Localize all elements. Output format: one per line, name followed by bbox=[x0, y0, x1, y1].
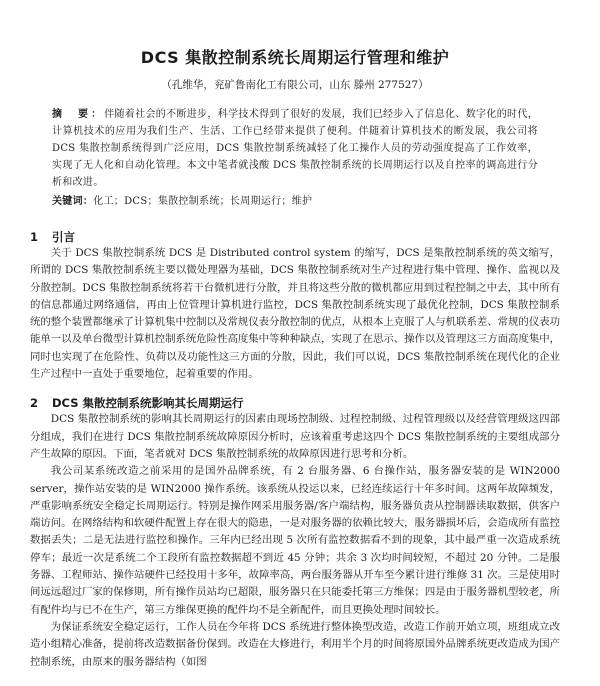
keywords-text: 化工；DCS；集散控制系统；长周期运行；维护 bbox=[93, 196, 313, 207]
abstract-text: 伴随着社会的不断进步，科学技术得到了很好的发展，我们已经步入了信息化、数字化的时代，计算机技术的应用为我们生产、生活、工作已经带来提供了便利。伴随着计算机技术的断发展，我公司将 DCS 集散控制系统得到广泛应用，DCS 集散控制系统减轻了化工操作人员的劳动强度提高了工作效率，实现了无人化和自动化管理。本文中笔者就浅酸 DCS 集散控制系统的长周期运行以及自控率的调高进行分析和改进。 bbox=[52, 109, 538, 188]
section-title: 引言 bbox=[52, 230, 75, 244]
section-long-cycle-factors bbox=[30, 395, 560, 670]
abstract bbox=[52, 106, 538, 191]
body-paragraph: 关于 DCS 集散控制系统 DCS 是 Distributed control system 的缩写，DCS 是集散控制系统的英文缩写，所谓的 DCS 集散控制系统主要以微处理器为基础，DCS 集散控制系统对生产过程进行集中管理、操作、监视以及分散控制。DCS 集散控制系统将若干台微机进行分散，并且将这些分散的微机都应用到过程控制之中去，其中所有的信息都通过网络通信，再由上位管理计算机进行监控，DCS 集散控制系统实现了最优化控制，DCS 集散控制系统的整个装置都继承了计算机集中控制以及常规仪表分散控制的优点，从根本上克服了人与机联系差、常规的仪表功能单一以及单台微型计算机控制系统危险性高度集中等种种缺点，实现了在思示、操作以及管理这三方面高度集中，同时也实现了在危险性、负荷以及功能性这三方面的分散，因此，我们可以说，DCS 集散控制系统在现代化的企业生产过程中一直处于重要地位，起着重要的作用。 bbox=[30, 247, 560, 381]
body-paragraph: 为保证系统安全稳定运行，工作人员在今年将 DCS 系统进行整体换型改造，改造工作前开始立项，班组成立改造小组精心准备，提前将改造数据备份保到。改造在大修进行，利用半个月的时间将原国外品牌系统更改造成为国产控制系统，由原来的服务器结构（如图 bbox=[30, 620, 560, 668]
section-heading bbox=[30, 395, 560, 411]
section-number: 2 bbox=[30, 396, 39, 411]
section-number: 1 bbox=[30, 230, 39, 244]
paper-title: DCS 集散控制系统长周期运行管理和维护 bbox=[140, 48, 450, 67]
section-heading bbox=[30, 229, 560, 245]
keywords bbox=[52, 192, 538, 207]
section-title: DCS 集散控制系统影响其长周期运行 bbox=[52, 396, 244, 411]
abstract-label: 摘 要： bbox=[52, 109, 105, 120]
body-paragraph: 我公司某系统改造之前采用的是国外品牌系统，有 2 台服务器、6 台操作站，服务器安装的是 WIN2000 server，操作站安装的是 WIN2000 操作系统。该系统从投运以来，已经连续运行十年多时间。这两年故障频发，严重影响系统安全稳定长周期运行。特别是操作网采用服务器/客户端结构，服务器负责从控制器读取数据，供客户端访问。在网络结构和软硬件配置上存在很大的隐患，一是对服务器的依赖比较大，服务器损坏后，会造成所有监控数据丢失；二是无法进行监控和操作。三年内已经出现 5 次所有监控数据看不到的现象，其中最严重一次造成系统停车；最近一次是系统二个工段所有监控数据超不到近 45 分钟；共余 3 次均时间较短，不超过 20 分钟。二是服务器、工程师站、操作站硬件已经投用十多年，故障率高，两台服务器从开车至今累计进行维修 31 次。三是使用时间远远超过厂家的保修期，所有操作员站均已超限，服务器只在只能委托第三方维保；四是由于服务器机型较老，所有配件均与已不在生产，第三方维保更换的配件均不是全新配件，而且更换处理时间较长。 bbox=[30, 465, 560, 616]
section-introduction bbox=[30, 229, 560, 383]
author-affiliation: （孔维华，兖矿鲁南化工有限公司，山东 滕州 277527） bbox=[161, 79, 429, 91]
keywords-label: 关键词： bbox=[52, 196, 94, 207]
body-paragraph: DCS 集散控制系统的影响其长周期运行的因素由现场控制级、过程控制级、过程管理级以及经营管理级这四部分组成，我们在进行 DCS 集散控制系统故障原因分析时，应该着重考虑这四个 DCS 集散控制系统的主要组成部分产生故障的原因。下面，笔者就对 DCS 集散控制系统的故障原因进行思考和分析。 bbox=[30, 413, 560, 460]
